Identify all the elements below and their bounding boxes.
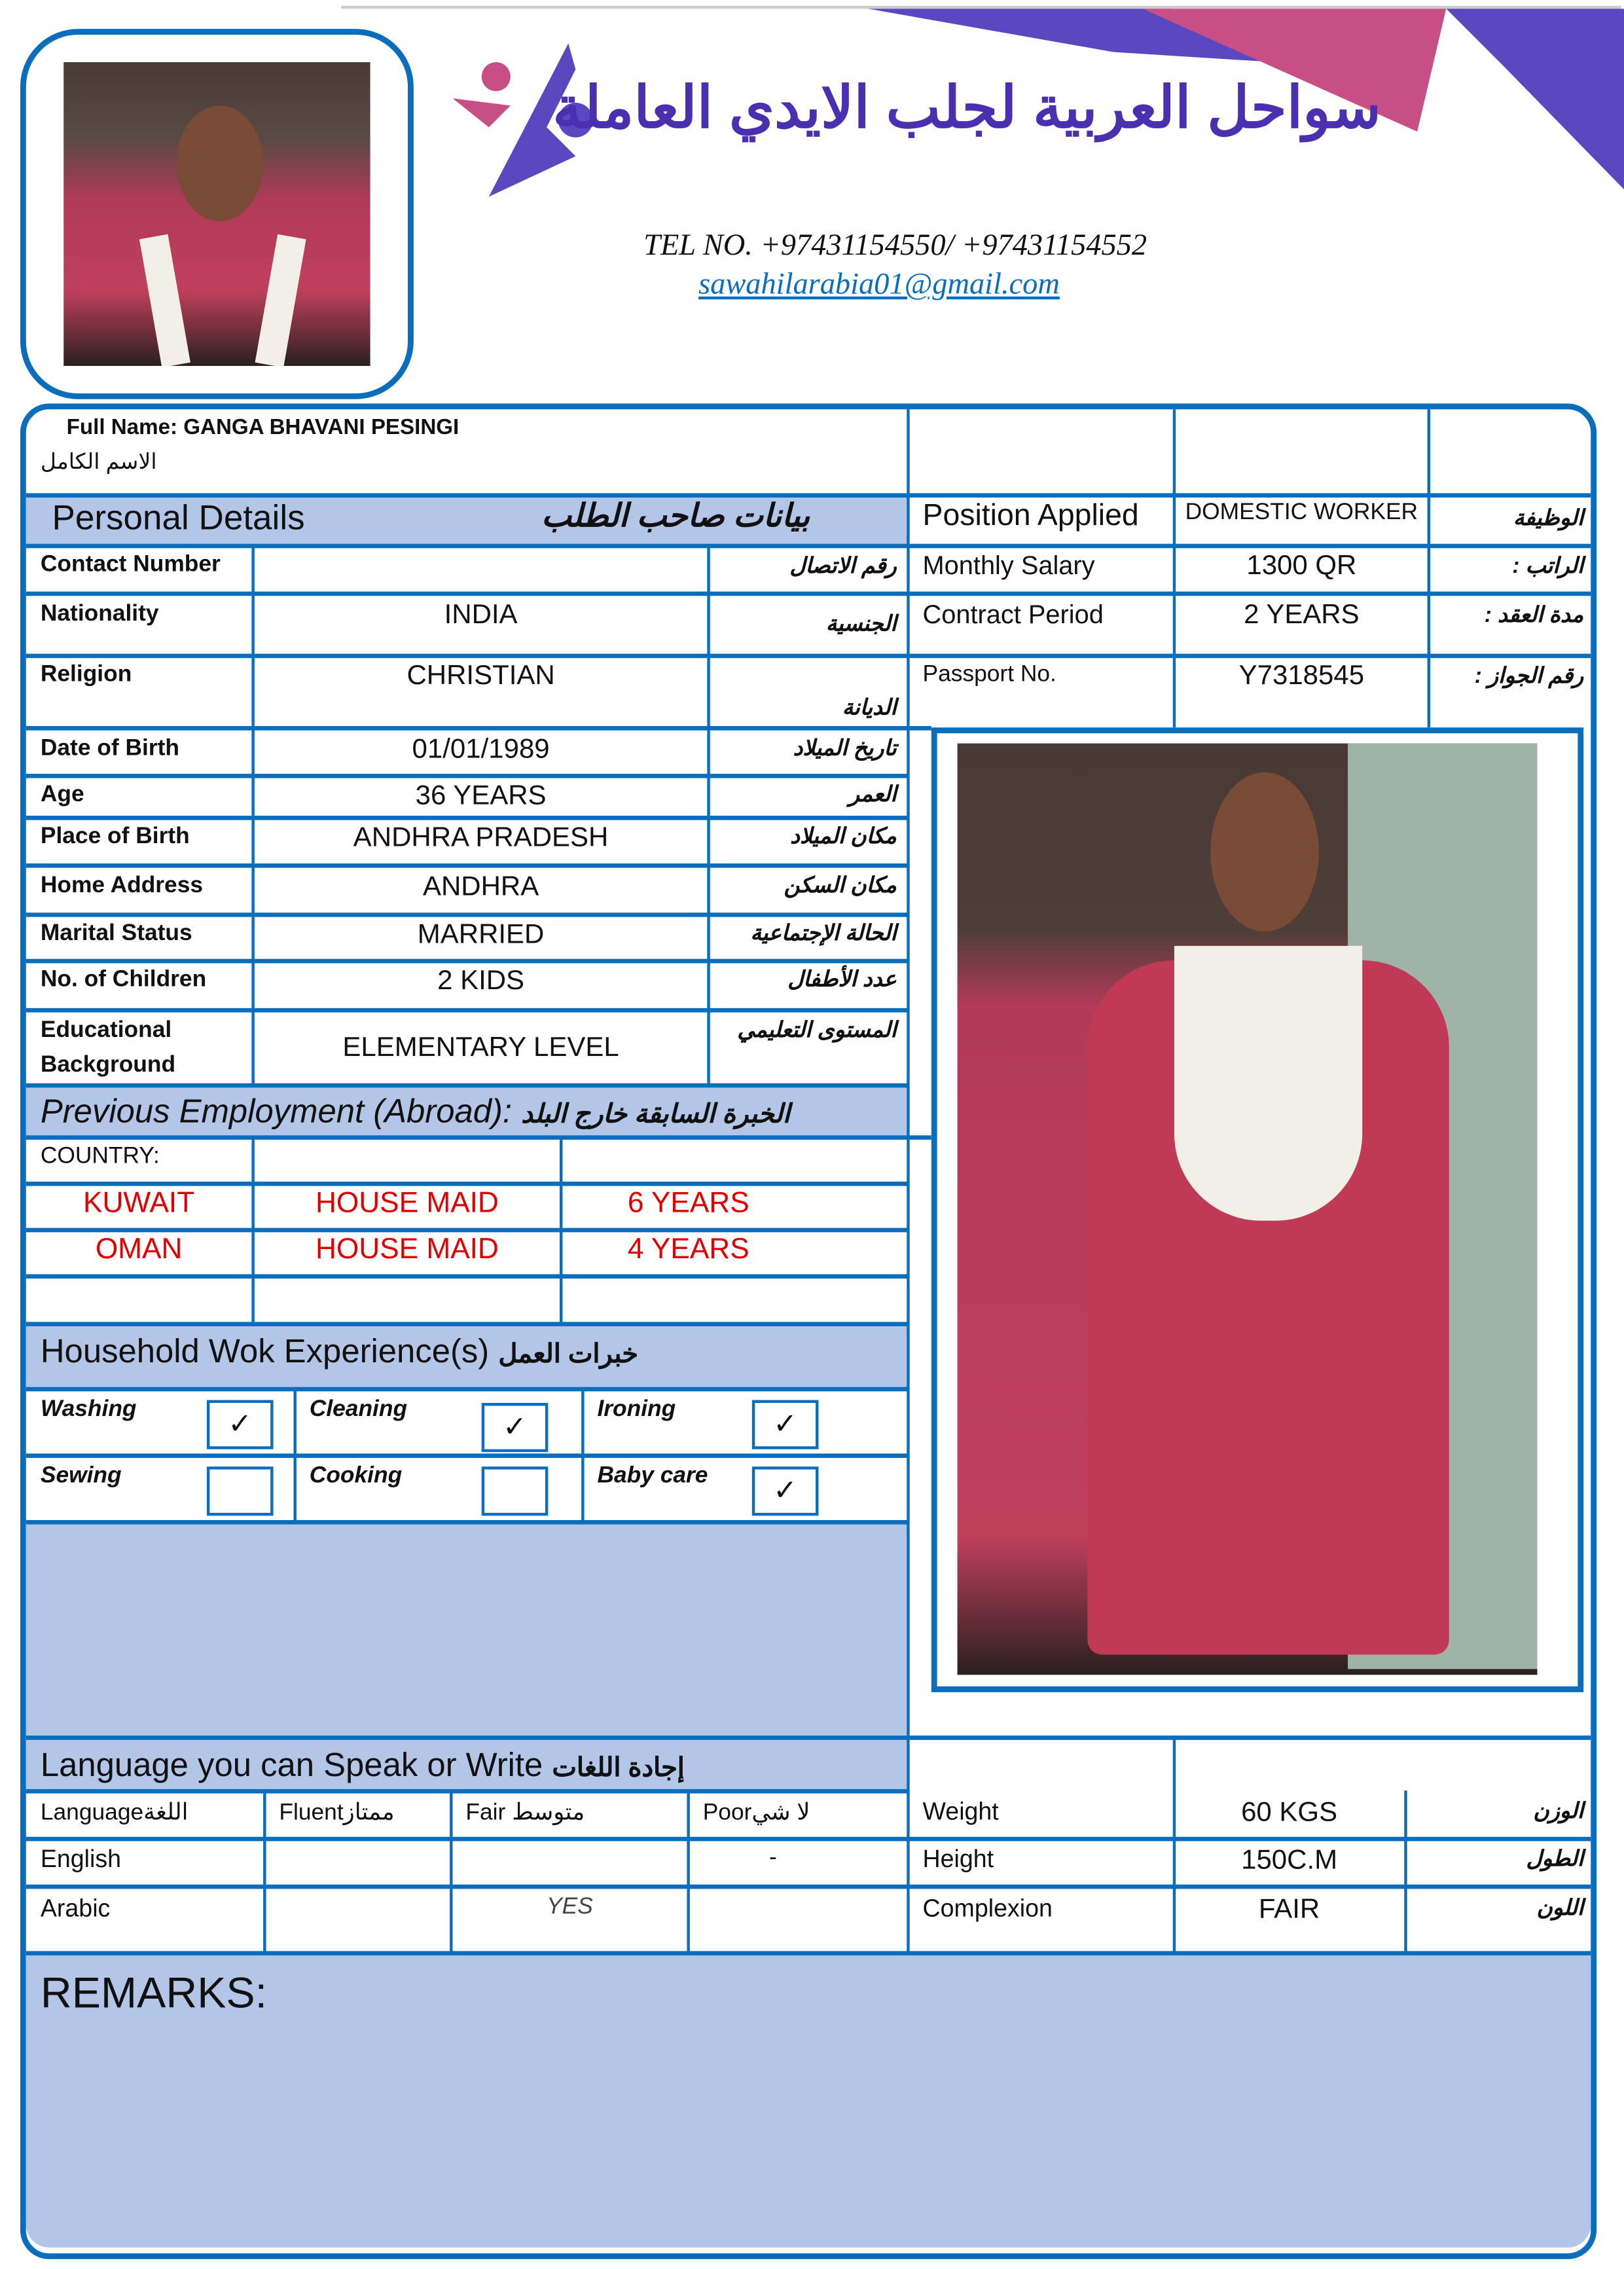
row-label: Nationality (40, 602, 159, 626)
employment-position: HOUSE MAID (315, 1187, 499, 1220)
row-label-arabic: العمر (848, 782, 897, 807)
row-label: Passport No. (922, 662, 1056, 687)
language-title-en: Language you can Speak or Write (40, 1745, 543, 1784)
previous-employment-title-en: Previous Employment (Abroad): (40, 1092, 513, 1130)
row-label: Educational (40, 1018, 172, 1043)
language-fair: YES (547, 1895, 593, 1919)
email-link[interactable]: sawahilarabia01@gmail.com (698, 266, 1060, 301)
passport-value: Y7318545 (1238, 661, 1365, 692)
row-label: Contact Number (40, 552, 221, 577)
previous-employment-title (41, 1092, 790, 1131)
row-label: Place of Birth (40, 824, 190, 849)
row-label-line2: Background (40, 1053, 176, 1078)
height-value: 150C.M (1241, 1845, 1338, 1876)
employment-country: OMAN (95, 1233, 183, 1266)
remarks-label: REMARKS: (40, 1970, 268, 2018)
row-label: Marital Status (40, 921, 192, 946)
skill-washing-checkbox[interactable]: ✓ (207, 1400, 274, 1449)
skill-cleaning-label: Cleaning (309, 1397, 408, 1422)
contract-period-value: 2 YEARS (1244, 600, 1360, 631)
nationality-value: INDIA (444, 600, 518, 631)
row-label: Home Address (40, 873, 204, 898)
row-label-arabic: مكان الميلاد (790, 824, 897, 849)
row-label-arabic: الديانة (842, 695, 897, 721)
row-label: Religion (40, 662, 132, 687)
skill-ironing-checkbox[interactable]: ✓ (752, 1400, 819, 1449)
language-name: English (40, 1845, 122, 1874)
marital-status-value: MARRIED (417, 920, 545, 951)
personal-details-title: Personal Details (52, 499, 305, 538)
home-address-value: ANDHRA (422, 872, 539, 903)
salary-value: 1300 QR (1246, 551, 1357, 582)
previous-employment-title-ar: الخبرة السابقة خارج البلد (521, 1099, 790, 1129)
language-title (41, 1746, 685, 1785)
skill-baby-care-checkbox[interactable]: ✓ (752, 1466, 819, 1516)
full-name: Full Name: GANGA BHAVANI PESINGI (66, 415, 460, 440)
row-label: Position Applied (922, 499, 1139, 533)
employment-duration: 4 YEARS (627, 1233, 749, 1266)
row-label-arabic: عدد الأطفال (787, 968, 897, 992)
skill-sewing-label: Sewing (40, 1463, 122, 1489)
skill-washing-label: Washing (40, 1397, 137, 1422)
skill-cooking-checkbox[interactable] (482, 1466, 549, 1516)
row-label: Height (922, 1845, 994, 1874)
row-label: Contract Period (922, 600, 1104, 630)
row-label: Complexion (922, 1895, 1053, 1923)
row-label-arabic: الوزن (1533, 1799, 1584, 1824)
portrait-photo (63, 62, 370, 366)
religion-value: CHRISTIAN (406, 661, 555, 692)
row-label-arabic: رقم الاتصال (789, 554, 897, 579)
company-name-arabic: سواحل العربية لجلب الايدي العاملة (552, 77, 1381, 141)
language-header-fair: Fair متوسط (465, 1800, 585, 1826)
language-header-poor: Poorلا شي (702, 1800, 810, 1826)
row-label-arabic: الحالة الإجتماعية (750, 921, 897, 946)
household-title-en: Household Wok Experience(s) (40, 1332, 490, 1370)
weight-value: 60 KGS (1241, 1798, 1338, 1828)
skill-cleaning-checkbox[interactable]: ✓ (482, 1403, 549, 1452)
education-value: ELEMENTARY LEVEL (342, 1032, 619, 1063)
age-value: 36 YEARS (415, 781, 547, 812)
language-header-fluent: Fluentممتاز (279, 1800, 395, 1826)
language-poor: - (768, 1845, 777, 1870)
full-name-arabic-label: الاسم الكامل (40, 450, 157, 475)
personal-details-title-arabic: بيانات صاحب الطلب (541, 497, 810, 534)
dob-value: 01/01/1989 (412, 735, 550, 765)
employment-country: KUWAIT (83, 1187, 195, 1220)
row-label: Monthly Salary (922, 551, 1095, 580)
row-label: Weight (922, 1798, 999, 1826)
language-title-ar: إجادة اللغات (552, 1752, 685, 1782)
row-label-arabic: مكان السكن (784, 873, 897, 898)
full-body-photo (958, 744, 1538, 1675)
row-label-arabic: تاريخ الميلاد (793, 736, 897, 761)
row-label: Age (40, 782, 84, 807)
employment-duration: 6 YEARS (627, 1187, 749, 1220)
row-label-arabic: المستوى التعليمي (737, 1018, 897, 1043)
row-label-arabic: الطول (1526, 1847, 1584, 1872)
row-label-arabic: مدة العقد : (1484, 603, 1584, 628)
row-label-arabic: رقم الجواز : (1474, 664, 1584, 689)
complexion-value: FAIR (1258, 1895, 1320, 1925)
place-of-birth-value: ANDHRA PRADESH (353, 823, 609, 854)
skill-cooking-label: Cooking (309, 1463, 403, 1489)
row-label-arabic: الوظيفة (1513, 506, 1584, 531)
row-label: Date of Birth (40, 736, 179, 761)
language-name: Arabic (40, 1895, 111, 1923)
employment-position: HOUSE MAID (315, 1233, 499, 1266)
row-label-arabic: الجنسية (825, 611, 897, 637)
skill-baby-care-label: Baby care (597, 1463, 708, 1489)
country-label: COUNTRY: (40, 1144, 160, 1169)
skill-ironing-label: Ironing (597, 1397, 676, 1422)
household-title (41, 1332, 638, 1371)
language-header-language: Languageاللغة (40, 1800, 189, 1826)
children-value: 2 KIDS (437, 966, 525, 997)
row-label: No. of Children (40, 968, 207, 992)
position-applied-value: DOMESTIC WORKER (1185, 500, 1418, 525)
row-label-arabic: الراتب : (1512, 554, 1584, 579)
household-title-ar: خبرات العمل (498, 1339, 638, 1368)
row-label-arabic: اللون (1536, 1896, 1584, 1921)
telephone: TEL NO. +97431154550/ +97431154552 (643, 227, 1147, 262)
skill-sewing-checkbox[interactable] (207, 1466, 274, 1516)
